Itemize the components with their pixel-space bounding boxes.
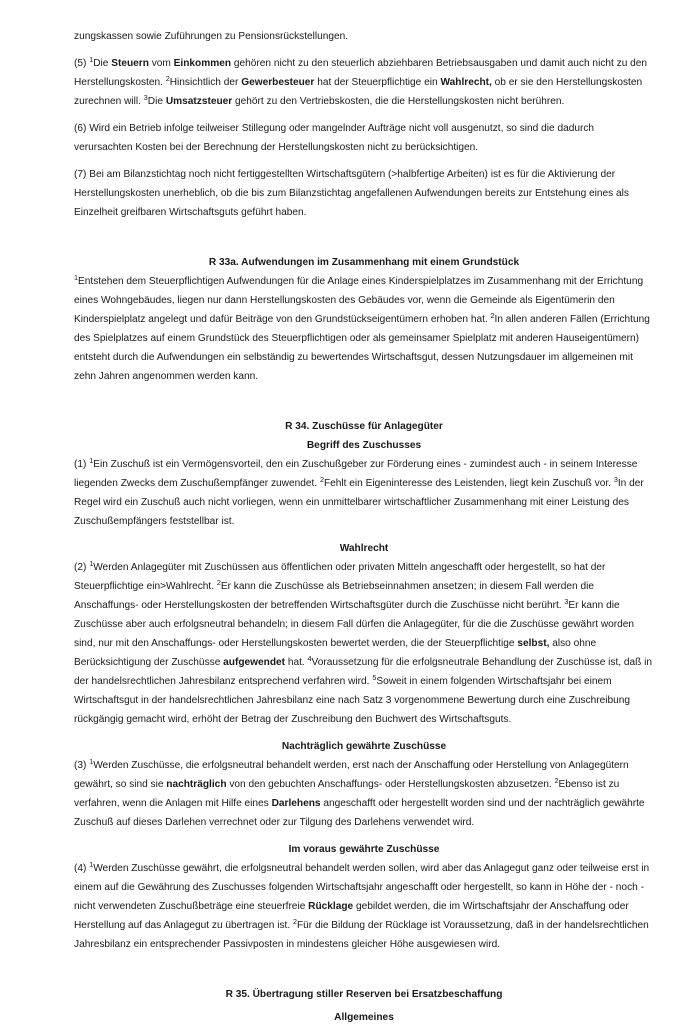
- text-run: In der Regel wird ein Zuschuß auch nicht vorliegen, wenn ein unmittelbarer wirtschaftlicher Zusammenhang mit einer Leistung des Zuschußempfängers feststellbar ist.: [74, 478, 644, 527]
- subheading-begriff-des-zuschusses: Begriff des Zuschusses: [306, 440, 422, 451]
- text-run: gehört zu den Vertriebskosten, die die Herstellungskosten nicht berühren.: [232, 96, 565, 107]
- text-run: (2): [74, 562, 90, 573]
- sentence-number: 2: [292, 917, 297, 926]
- text-run: Werden Anlagegüter mit Zuschüssen aus öffentlichen oder privaten Mitteln angeschafft oder hergestellt, so hat der Steuerpflichtige ein>Wahlrecht.: [74, 562, 606, 592]
- text-run: (4): [74, 863, 90, 874]
- text-run: Die: [93, 58, 112, 69]
- sentence-number: 2: [554, 776, 559, 785]
- subheading-im-voraus-gewaehrte-zuschuesse: Im voraus gewährte Zuschüsse: [288, 844, 440, 855]
- text-run: Soweit in einem folgenden Wirtschaftsjahr bei einem Wirtschaftsgut in der handelsrechtlichen Jahresbilanz eine nach Satz 3 vorgenommene Bewertung durch eine Zuschreibung rückgängig gemacht wird, erhöht der Betrag der Zuschreibung den Buchwert des Wirtschaftsguts.: [74, 676, 631, 725]
- text-run: ob er sie den Herstellungskosten zurechnen will.: [74, 77, 643, 107]
- sentence-number: 2: [216, 578, 221, 587]
- paragraph-6-stillegung: (6) Wird ein Betrieb infolge teilweiser Stillegung oder mangelnder Aufträge nicht voll ausgenutzt, so sind die dadurch verursachten Kosten bei der Berechnung der Herstellungskosten nicht zu berücksichtigen.: [74, 123, 595, 153]
- text-run: Ein Zuschuß ist ein Vermögensvorteil, den ein Zuschußgeber zur Förderung eines - zumindest auch - in seinem Interesse liegenden Zwecks dem Zuschußempfänger zuwendet.: [74, 459, 638, 489]
- paragraph-5-steuern: [74, 54, 654, 111]
- text-run: hat.: [285, 657, 308, 668]
- text-run: (3): [74, 760, 90, 771]
- bold-term: Einkommen: [173, 58, 232, 69]
- text-run: Werden Zuschüsse, die erfolgsneutral behandelt werden, erst nach der Anschaffung oder Herstellung von Anlagegütern gewährt, so sind sie: [74, 760, 629, 790]
- sentence-number: 1: [74, 273, 78, 282]
- sentence-number: 1: [89, 757, 94, 766]
- sentence-number: 1: [89, 860, 94, 869]
- text-run: vom: [148, 58, 174, 69]
- paragraph-r33a-kinderspielplatz: [74, 272, 654, 386]
- text-run: Voraussetzung für die erfolgsneutrale Behandlung der Zuschüsse ist, daß in der handelsrechtlichen Jahresbilanz entsprechend verfahren wird.: [74, 657, 653, 687]
- subheading-nachtraeglich-gewaehrte-zuschuesse: Nachträglich gewährte Zuschüsse: [281, 741, 447, 752]
- sentence-number: 1: [89, 559, 94, 568]
- sentence-number: 5: [372, 673, 377, 682]
- text-run: Für die Bildung der Rücklage ist Voraussetzung, daß in der handelsrechtlichen Jahresbilanz ein entsprechender Passivposten in mindestens gleicher Höhe ausgewiesen wird.: [74, 920, 649, 950]
- section-heading-r33a: R 33a. Aufwendungen im Zusammenhang mit einem Grundstück: [208, 257, 520, 268]
- sentence-number: 4: [307, 654, 312, 663]
- bold-term: nachträglich: [166, 779, 227, 790]
- sentence-number: 2: [319, 475, 324, 484]
- bold-term: Rücklage: [308, 901, 354, 912]
- sentence-number: 1: [89, 456, 94, 465]
- sentence-number: 3: [564, 597, 569, 606]
- text-run: gehören nicht zu den steuerlich abziehbaren Betriebsausgaben und damit auch nicht zu den Herstellungskosten.: [74, 58, 648, 88]
- text-run: Fehlt ein Eigeninteresse des Leistenden, liegt kein Zuschuß vor.: [323, 478, 614, 489]
- text-run: In allen anderen Fällen (Errichtung des Spielplatzes auf einem Grundstück des Steuerpflichtigen oder als gemeinsamer Spielplatz mit anderen Hauseigentümern) entsteht durch die Aufwendungen ein selbständig zu bewertendes Wirtschaftsgut, dessen Nutzungsdauer im allgemeinen mit zehn Jahren angenommen werden kann.: [74, 314, 650, 382]
- text-run: Er kann die Zuschüsse aber auch erfolgsneutral behandeln; in diesem Fall dürfen die Anlagegüter, für die die Zuschüsse gewährt worden sind, nur mit den Anschaffungs- oder Herstellungskosten bewertet werden, die der Steuerpflichtige: [74, 600, 635, 649]
- paragraph-intro: zungskassen sowie Zuführungen zu Pensionsrückstellungen.: [74, 31, 349, 42]
- bold-term: Wahlrecht,: [440, 77, 492, 88]
- text-run: Die: [147, 96, 166, 107]
- bold-term: Umsatzsteuer: [165, 96, 233, 107]
- bold-term: Gewerbesteuer: [241, 77, 315, 88]
- paragraph-2-wahlrecht: [74, 558, 654, 729]
- subheading-allgemeines: Allgemeines: [334, 1012, 394, 1023]
- text-run: (5): [74, 58, 90, 69]
- section-heading-r35: R 35. Übertragung stiller Reserven bei Ersatzbeschaffung: [225, 989, 503, 1000]
- paragraph-4-im-voraus: [74, 859, 654, 954]
- text-run: Werden Zuschüsse gewährt, die erfolgsneutral behandelt werden sollen, wird aber das Anlagegut ganz oder teilweise erst in einem auf die Gewährung des Zuschusses folgenden Wirtschaftsjahr angeschafft oder hergestellt, so kann in Höhe der - noch - nicht verwendeten Zuschußbeträge eine steuerfreie: [74, 863, 650, 912]
- sentence-number: 1: [89, 55, 94, 64]
- sentence-number: 3: [613, 475, 618, 484]
- sentence-number: 2: [165, 74, 170, 83]
- subheading-wahlrecht: Wahlrecht: [339, 543, 389, 554]
- text-run: Entstehen dem Steuerpflichtigen Aufwendungen für die Anlage eines Kinderspielplatzes im Zusammenhang mit der Errichtung eines Wohngebäudes, liegen nur dann Herstellungskosten des Gebäudes vor, wenn die Gemeinde als Eigentümerin den Kinderspielplatz angelegt und dafür Beiträge von den Grundstückseigentümern erhoben hat.: [74, 276, 644, 325]
- text-run: Er kann die Zuschüsse als Betriebseinnahmen ansetzen; in diesem Fall werden die Anschaffungs- oder Herstellungskosten der betreffenden Wirtschaftsgüter durch die Zuschüsse nicht berührt.: [74, 581, 595, 611]
- sentence-number: 3: [143, 93, 148, 102]
- paragraph-3-nachtraeglich: [74, 756, 654, 832]
- bold-term: Darlehens: [271, 798, 321, 809]
- bold-term: Steuern: [111, 58, 149, 69]
- text-run: gebildet werden, die im Wirtschaftsjahr der Anschaffung oder Herstellung auf das Anlagegut zu übertragen ist.: [74, 901, 629, 931]
- text-run: Ebenso ist zu verfahren, wenn die Anlagen mit Hilfe eines: [74, 779, 620, 809]
- text-run: (1): [74, 459, 90, 470]
- text-run: angeschafft oder hergestellt worden sind und der nachträglich gewährte Zuschuß auf dieses Darlehen verrechnet oder zur Tilgung des Darlehens verwendet wird.: [74, 798, 645, 828]
- text-run: Hinsichtlich der: [169, 77, 242, 88]
- section-heading-r34: R 34. Zuschüsse für Anlagegüter: [285, 421, 443, 432]
- bold-term: aufgewendet: [223, 657, 286, 668]
- sentence-number: 2: [490, 311, 495, 320]
- paragraph-1-begriff: [74, 455, 654, 531]
- text-run: also ohne Berücksichtigung der Zuschüsse: [74, 638, 597, 668]
- paragraph-7-halbfertige-arbeiten: (7) Bei am Bilanzstichtag noch nicht fertiggestellten Wirtschaftsgütern (>halbfertige Arbeiten) ist es für die Aktivierung der Herstellungskosten unerheblich, ob die bis zum Bilanzstichtag angefallenen Aufwendungen bereits zur Entstehung eines als Einzelheit greifbaren Wirtschaftsguts geführt haben.: [74, 169, 629, 218]
- text-run: von den gebuchten Anschaffungs- oder Herstellungskosten abzusetzen.: [226, 779, 555, 790]
- text-run: hat der Steuerpflichtige ein: [314, 77, 441, 88]
- bold-term: selbst,: [517, 638, 550, 649]
